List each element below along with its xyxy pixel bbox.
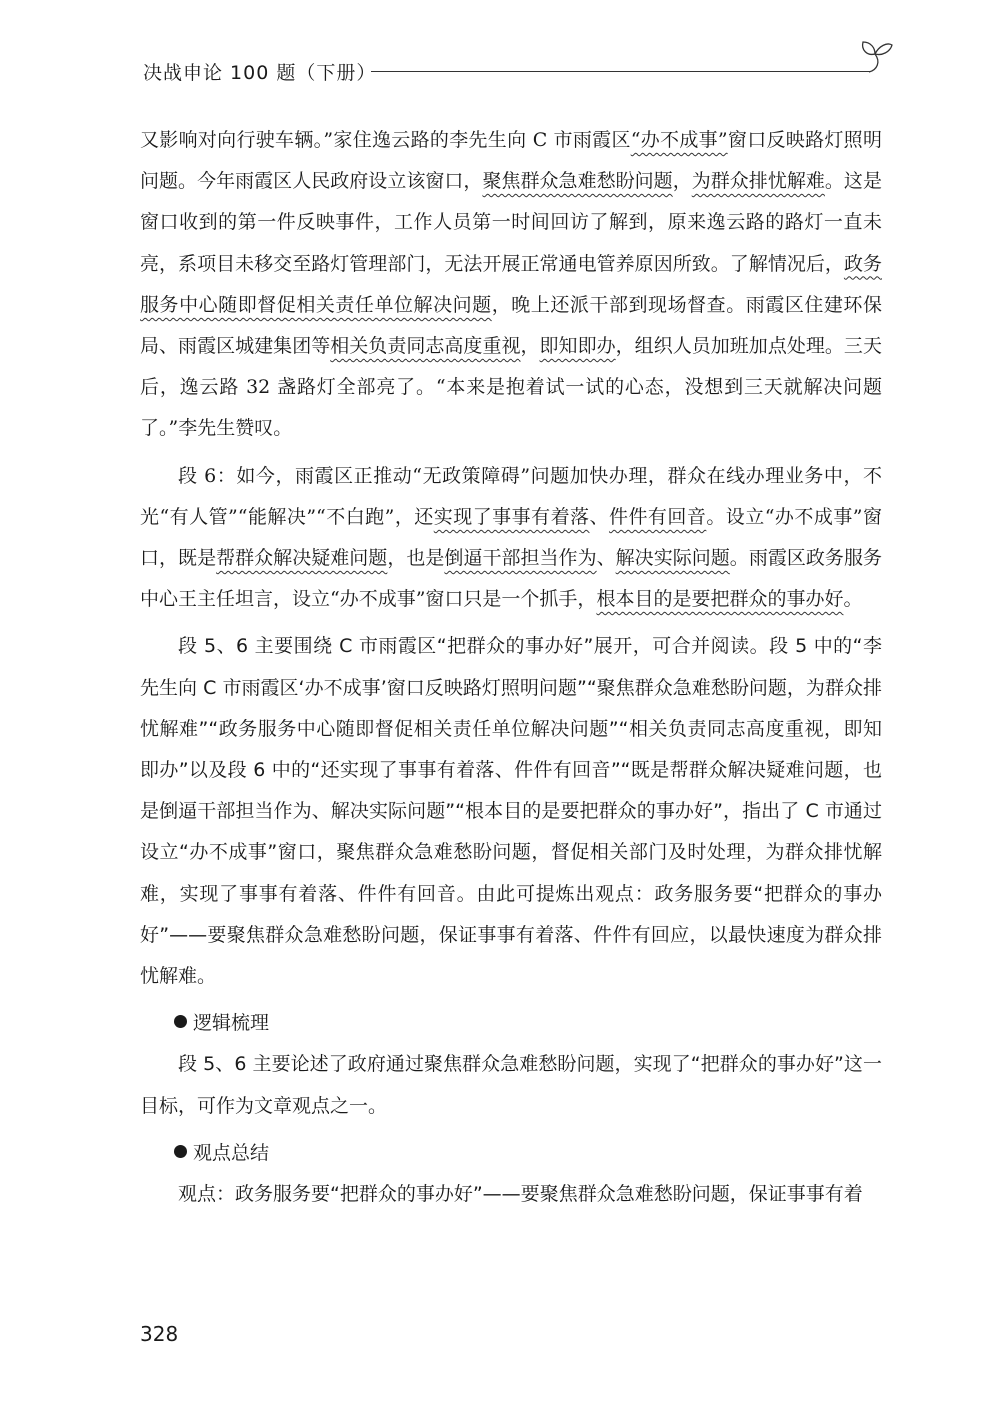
highlight: 政务服务中心随即督促相关责任单位解决问题 (140, 252, 882, 316)
page-body (140, 120, 882, 1215)
paragraph-5-continued: 又影响对向行驶车辆。”家住逸云路的李先生向 C 市雨霞区“办不成事”窗口反映路灯照明问题。今年雨霞区人民政府设立该窗口，聚焦群众急难愁盼问题，为群众排忧解难。这是窗口收到的第一件反映事件，工作人员第一时间回访了解到，原来逸云路的路灯一直未亮，系项目未移交至路灯管理部门，无法开展正常通电管养原因所致。了解情况后，政务服务中心随即督促相关责任单位解决问题，晚上还派干部到现场督查。雨霞区住建环保局、雨霞区城建集团等相关负责同志高度重视，即知即办，组织人员加班加点处理。三天后，逸云路 32 盏路灯全部亮了。“本来是抱着试一试的心态，没想到三天就解决问题了。”李先生赞叹。 (140, 129, 882, 440)
sprout-icon (855, 36, 895, 78)
logic-paragraph: 段 5、6 主要论述了政府通过聚焦群众急难愁盼问题，实现了“把群众的事办好”这一目标，可作为文章观点之一。 (140, 1053, 882, 1117)
highlight: 帮群众解决疑难问题 (216, 547, 388, 570)
highlight: 相关负责同志高度重视 (330, 335, 521, 358)
summary-paragraph: 观点：政务服务要“把群众的事办好”——要聚焦群众急难愁盼问题，保证事事有着 (178, 1183, 863, 1206)
summary-heading: 观点总结 (140, 1133, 882, 1174)
highlight: 解决实际问题 (615, 547, 730, 570)
bullet-icon (174, 1145, 187, 1158)
highlight: 实现了事事有着落 (433, 505, 590, 528)
book-title: 决战申论 100 题（下册） (143, 62, 377, 84)
highlight: “办不成事” (630, 129, 728, 151)
highlight: 聚焦群众急难愁盼问题 (482, 170, 673, 193)
highlight: 为群众排忧解难 (691, 170, 825, 193)
highlight: 倒逼干部担当作为 (444, 547, 597, 570)
page-number: 328 (140, 1322, 179, 1346)
paragraph-6: 段 6：如今，雨霞区正推动“无政策障碍”问题加快办理，群众在线办理业务中，不光“有人管”“能解决”“不白跑”，还实现了事事有着落、件件有回音。设立“办不成事”窗口，既是帮群众解决疑难问题，也是倒逼干部担当作为、解决实际问题。雨霞区政务服务中心王主任坦言，设立“办不成事”窗口只是一个抓手，根本目的是要把群众的事办好。 (140, 464, 882, 611)
highlight: 根本目的是要把群众的事办好 (596, 588, 844, 611)
highlight: 即知即办 (539, 335, 616, 358)
bullet-icon (174, 1015, 187, 1028)
logic-heading: 逻辑梳理 (140, 1003, 882, 1044)
header-rule (371, 71, 871, 72)
running-header (143, 58, 893, 98)
highlight: 件件有回音 (608, 505, 707, 528)
analysis-paragraph: 段 5、6 主要围绕 C 市雨霞区“把群众的事办好”展开，可合并阅读。段 5 中的“李先生向 C 市雨霞区‘办不成事’窗口反映路灯照明问题”“聚焦群众急难愁盼问题，为群众排忧解难”“政务服务中心随即督促相关责任单位解决问题”“相关负责同志高度重视，即知即办”以及段 6 中的“还实现了事事有着落、件件有回音”“既是帮群众解决疑难问题，也是倒逼干部担当作为、解决实际问题”“根本目的是要把群众的事办好”，指出了 C 市通过设立“办不成事”窗口，聚焦群众急难愁盼问题，督促相关部门及时处理，为群众排忧解难，实现了事事有着落、件件有回音。由此可提炼出观点：政务服务要“把群众的事办好”——要聚焦群众急难愁盼问题，保证事事有着落、件件有回应，以最快速度为群众排忧解难。 (140, 635, 882, 988)
